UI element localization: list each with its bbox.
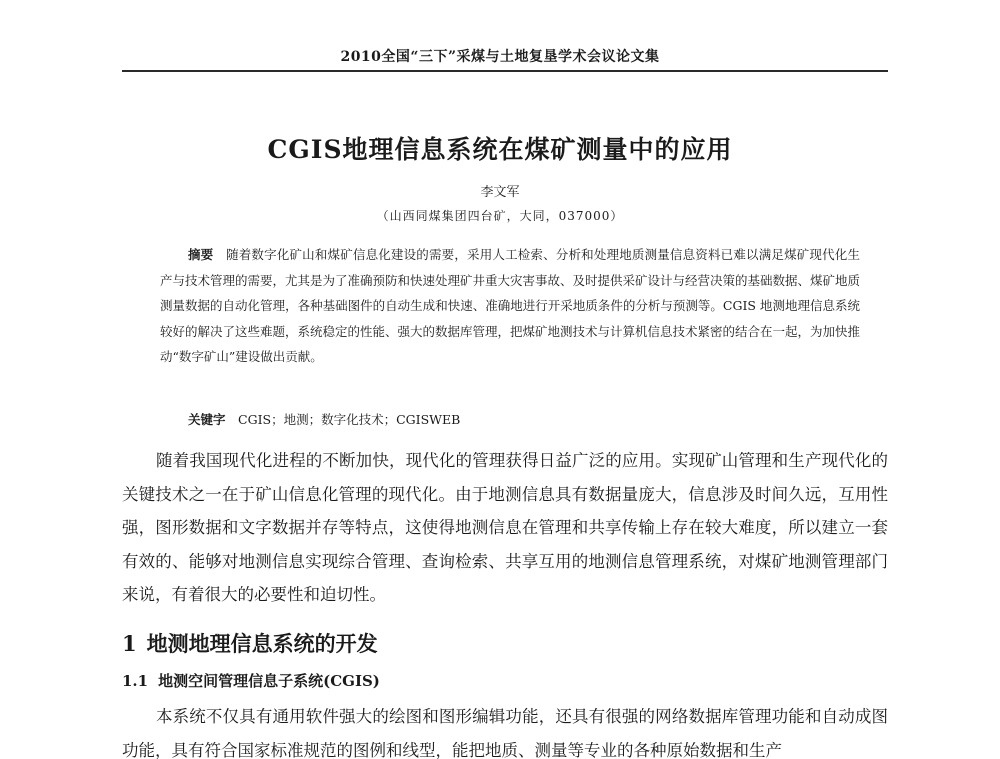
abstract-text: 随着数字化矿山和煤矿信息化建设的需要，采用人工检索、分析和处理地质测量信息资料已难以满足煤矿现代化生产与技术管理的需要，尤其是为了准确预防和快速处理矿井重大灾害事故、及时提供采矿设计与经营决策的基础数据、煤矿地质测量数据的自动化管理，各种基础图件的自动生成和快速、准确地进行开采地质条件的分析与预测等。CGIS 地测地理信息系统较好的解决了这些难题，系统稳定的性能、强大的数据库管理，把煤矿地测技术与计算机信息技术紧密的结合在一起，为加快推动“数字矿山”建设做出贡献。 — [160, 247, 861, 364]
keywords — [188, 410, 860, 428]
author-affiliation: （山西同煤集团四台矿，大同，037000） — [376, 209, 624, 223]
keywords-label: 关键字 — [188, 412, 226, 427]
subsection-title: 地测空间管理信息子系统(CGIS) — [158, 672, 380, 690]
paper-title: CGIS地理信息系统在煤矿测量中的应用 — [267, 135, 733, 164]
section-title: 地测地理信息系统的开发 — [146, 631, 378, 656]
subsection-heading-1-1 — [122, 670, 380, 691]
header-rule — [122, 70, 888, 72]
author-name: 李文军 — [480, 185, 520, 200]
abstract-label: 摘要 — [188, 247, 214, 262]
body-paragraph-1: 随着我国现代化进程的不断加快，现代化的管理获得日益广泛的应用。实现矿山管理和生产现代化的关键技术之一在于矿山信息化管理的现代化。由于地测信息具有数据量庞大，信息涉及时间久远，互用性强，图形数据和文字数据并存等特点，这使得地测信息在管理和共享传输上存在较大难度，所以建立一套有效的、能够对地测信息实现综合管理、查询检索、共享互用的地测信息管理系统，对煤矿地测管理部门来说，有着很大的必要性和迫切性。 — [122, 451, 888, 604]
section-heading-1 — [122, 628, 378, 658]
section-number: 1 — [122, 631, 137, 656]
running-header: 2010全国“三下”采煤与土地复垦学术会议论文集 — [340, 49, 660, 65]
keywords-text: CGIS；地测；数字化技术；CGISWEB — [238, 412, 461, 427]
subsection-number: 1.1 — [122, 672, 149, 690]
body-paragraph-2: 本系统不仅具有通用软件强大的绘图和图形编辑功能，还具有很强的网络数据库管理功能和自动成图功能，具有符合国家标准规范的图例和线型，能把地质、测量等专业的各种原始数据和生产 — [122, 707, 888, 759]
abstract — [160, 242, 860, 370]
